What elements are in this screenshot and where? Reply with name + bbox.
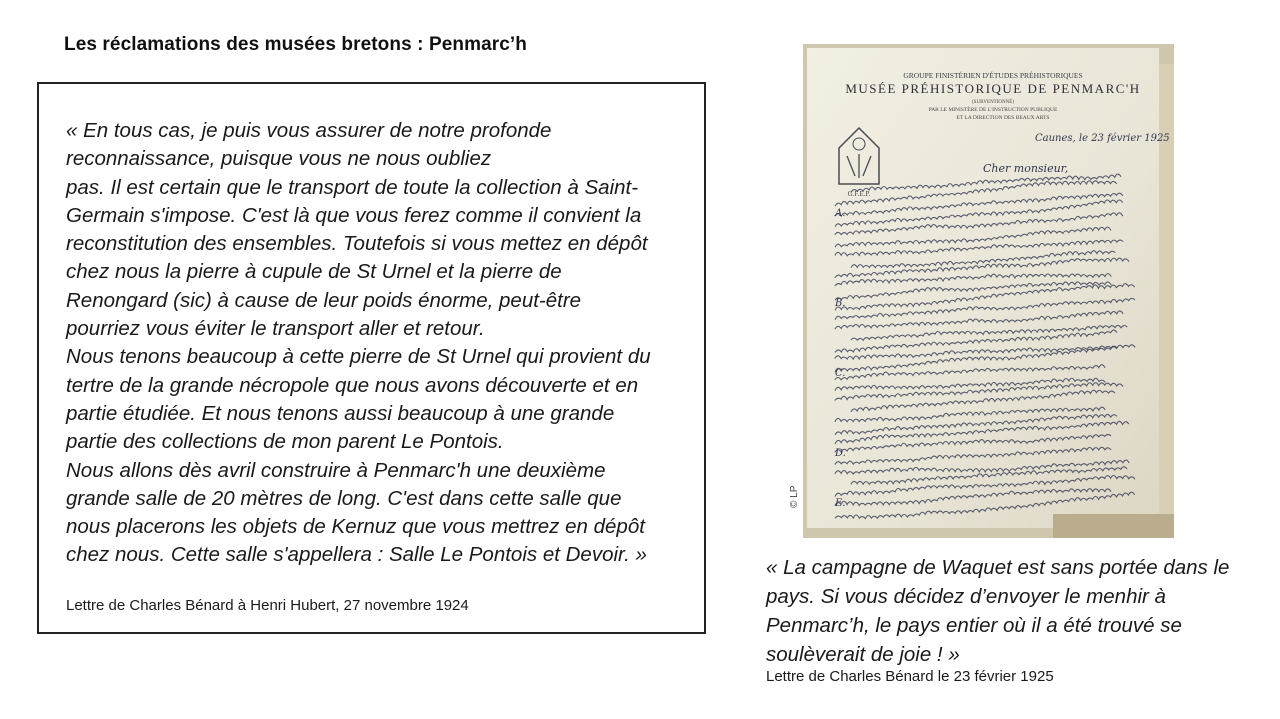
main-quote: [66, 117, 696, 570]
side-quote: « La campagne de Waquet est sans portée dans le pays. Si vous décidez d’envoyer le menhir à Penmarc’h, le pays entier où il a été trouvé se soulèverait de joie ! »: [766, 556, 1230, 666]
quote-line: Nous allons dès avril construire à Penmarc'h une deuxième: [66, 458, 606, 482]
quote-line: nous placerons les objets de Kernuz que vous mettrez en dépôt: [66, 515, 645, 539]
letterhead-line-1: GROUPE FINISTÉRIEN D'ÉTUDES PRÉHISTORIQUES: [903, 71, 1083, 80]
letterhead-line-4: PAR LE MINISTÈRE DE L'INSTRUCTION PUBLIQUE: [928, 107, 1058, 113]
quote-line: pourriez vous éviter le transport aller et retour.: [66, 317, 485, 341]
quote-line: chez nous la pierre à cupule de St Urnel et la pierre de: [66, 260, 562, 284]
letter-photo: [803, 44, 1174, 538]
slide-title: Les réclamations des musées bretons : Penmarc’h: [64, 34, 527, 55]
letterhead-line-2: MUSÉE PRÉHISTORIQUE DE PENMARC'H: [845, 81, 1141, 96]
quote-line: Nous tenons beaucoup à cette pierre de St Urnel qui provient du: [66, 345, 651, 369]
side-quote-source: Lettre de Charles Bénard le 23 février 1925: [766, 668, 1054, 685]
quote-line: partie étudiée. Et nous tenons aussi beaucoup à une grande: [66, 401, 615, 425]
quote-line: reconnaissance, puisque vous ne nous oubliez: [66, 147, 492, 171]
quote-line: reconstitution des ensembles. Toutefois si vous mettez en dépôt: [66, 232, 648, 256]
quote-line: chez nous. Cette salle s'appellera : Salle Le Pontois et Devoir. »: [66, 543, 647, 567]
quote-line: tertre de la grande nécropole que nous avons découverte et en: [66, 373, 639, 397]
emblem-label: G.F.E.P.: [847, 190, 871, 198]
svg-text:A.: A.: [835, 208, 846, 219]
letterhead-line-3: (SUBVENTIONNÉ): [972, 100, 1014, 105]
quote-line: partie des collections de mon parent Le Pontois.: [66, 430, 504, 454]
letter-salutation: Cher monsieur,: [983, 162, 1069, 175]
letter-date: Caunes, le 23 février 1925: [1035, 133, 1170, 144]
quote-line: Germain s'impose. C'est là que vous ferez comme il convient la: [66, 203, 642, 227]
quote-line: « En tous cas, je puis vous assurer de notre profonde: [66, 119, 552, 142]
letterhead-line-5: ET LA DIRECTION DES BEAUX ARTS: [956, 115, 1050, 121]
photo-credit: © LP: [789, 485, 800, 508]
main-quote-source: Lettre de Charles Bénard à Henri Hubert, 27 novembre 1924: [66, 597, 469, 614]
quote-line: Renongard (sic) à cause de leur poids énorme, peut-être: [66, 288, 582, 312]
svg-text:C.: C.: [835, 368, 846, 379]
svg-text:E.: E.: [835, 498, 846, 509]
svg-text:B.: B.: [835, 298, 846, 309]
svg-text:D.: D.: [835, 448, 846, 459]
quote-line: grande salle de 20 mètres de long. C'est dans cette salle que: [66, 486, 622, 510]
quote-box: [37, 82, 706, 634]
quote-line: pas. Il est certain que le transport de toute la collection à Saint-: [66, 175, 639, 199]
